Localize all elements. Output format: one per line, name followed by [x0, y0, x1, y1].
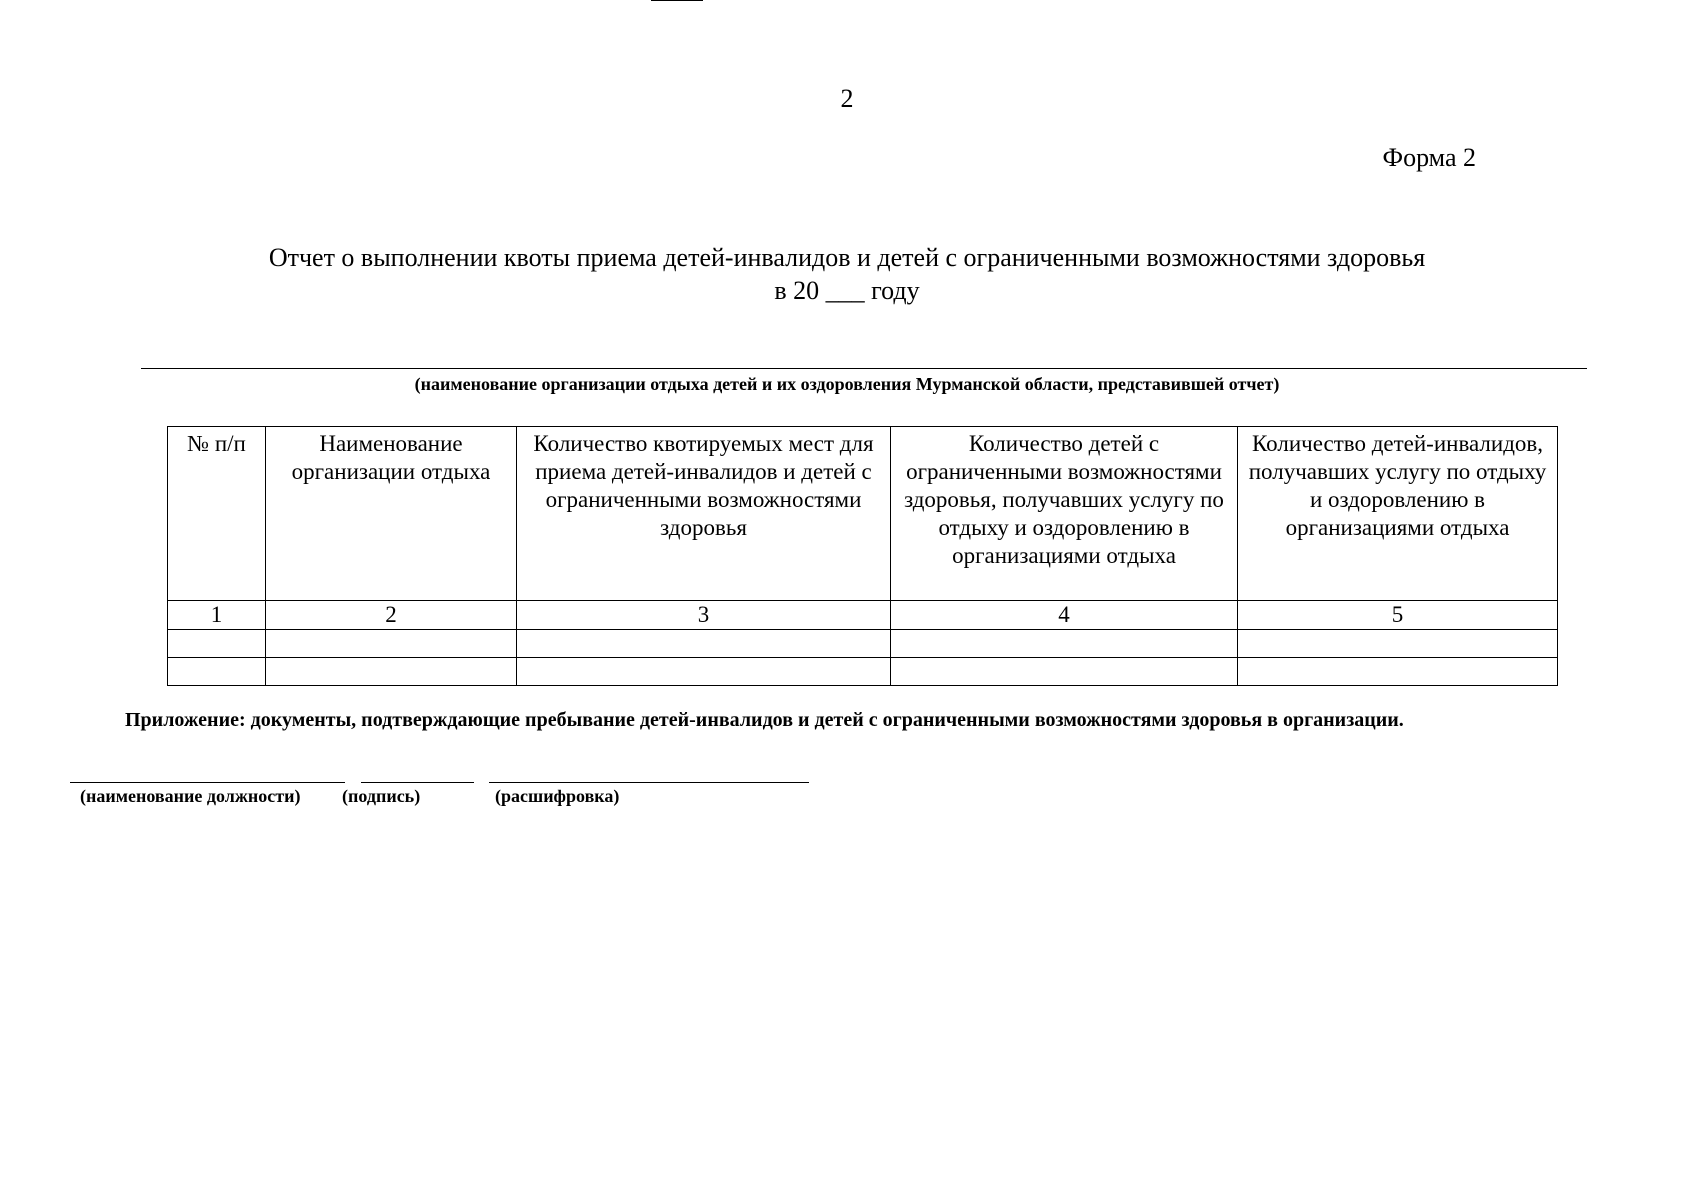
header-disabled-children: Количество детей-инвалидов, получавших услугу по отдыху и оздоровлению в организациями отдыха	[1238, 427, 1558, 601]
table-cell	[517, 630, 891, 658]
position-signature-line	[70, 782, 345, 783]
table-row	[168, 658, 1558, 686]
header-row-number: № п/п	[168, 427, 266, 601]
column-number-row	[168, 601, 1558, 630]
table-cell	[517, 658, 891, 686]
table-cell	[266, 630, 517, 658]
column-number: 1	[168, 601, 266, 630]
signature-caption: (подпись)	[342, 786, 421, 806]
decoding-caption: (расшифровка)	[495, 786, 620, 806]
organization-name-line	[141, 368, 1587, 369]
header-organization-name: Наименование организации отдыха	[266, 427, 517, 601]
decoding-signature-line	[489, 782, 809, 783]
table-cell	[1238, 658, 1558, 686]
table-cell	[168, 630, 266, 658]
table-cell	[891, 658, 1238, 686]
position-caption: (наименование должности)	[80, 786, 301, 806]
title-line-2: в 20 ___ году	[774, 276, 920, 305]
table-header-row	[168, 427, 1558, 601]
page-number: 2	[840, 84, 854, 113]
document-title	[0, 241, 1694, 307]
column-number: 3	[517, 601, 891, 630]
table-cell	[266, 658, 517, 686]
table-row	[168, 630, 1558, 658]
title-line-1: Отчет о выполнении квоты приема детей-инвалидов и детей с ограниченными возможностями здоровья	[268, 243, 1426, 272]
report-table	[167, 426, 1558, 686]
top-edge-mark	[651, 0, 703, 1]
table-cell	[891, 630, 1238, 658]
appendix-note: Приложение: документы, подтверждающие пребывание детей-инвалидов и детей с ограниченными возможностями здоровья в организации.	[125, 709, 1404, 731]
form-label: Форма 2	[1382, 143, 1476, 172]
column-number: 2	[266, 601, 517, 630]
table-cell	[168, 658, 266, 686]
organization-caption: (наименование организации отдыха детей и их оздоровления Мурманской области, представившей отчет)	[414, 374, 1280, 394]
column-number: 4	[891, 601, 1238, 630]
column-number: 5	[1238, 601, 1558, 630]
header-quota-places: Количество квотируемых мест для приема детей-инвалидов и детей с ограниченными возможностями здоровья	[517, 427, 891, 601]
header-children-limited-health: Количество детей с ограниченными возможностями здоровья, получавших услугу по отдыху и оздоровлению в организациями отдыха	[891, 427, 1238, 601]
table-cell	[1238, 630, 1558, 658]
signature-line	[361, 782, 474, 783]
